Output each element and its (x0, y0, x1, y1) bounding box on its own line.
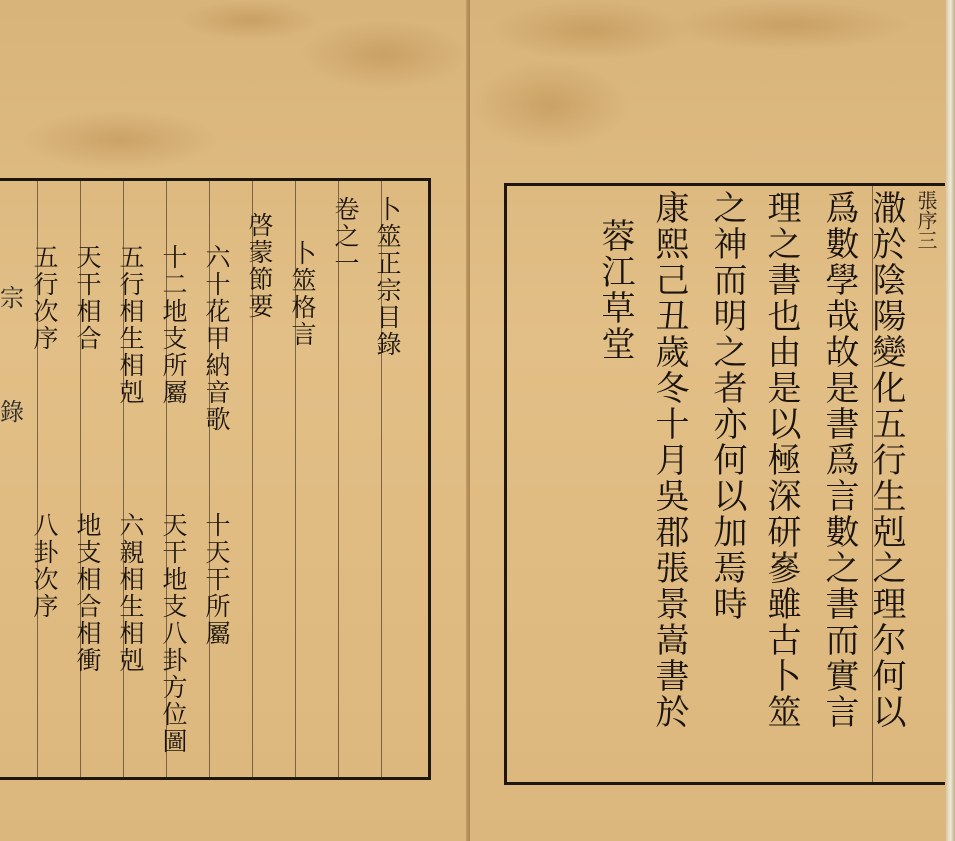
edge-fragment: 錄 (0, 398, 24, 426)
toc-entry-bottom: 六親相生相剋 (116, 512, 145, 674)
toc-volume: 卷之一 (331, 196, 360, 277)
toc-entry-top: 十二地支所屬 (159, 244, 188, 406)
toc-entry-bottom: 地支相合相衝 (73, 512, 102, 674)
text-column: 潵於陰陽變化五行生剋之理尔何以 (866, 190, 906, 730)
toc-entry-top: 五行次序 (30, 244, 59, 352)
text-column: 康熙己丑歲冬十月吳郡張景嵩書於 (649, 190, 689, 730)
text-column: 理之書也由是以極深研嵾雖古卜筮 (761, 190, 801, 730)
text-column: 蓉江草堂 (595, 218, 635, 362)
page-edge (946, 0, 955, 841)
text-column: 之神而明之者亦何以加焉時 (707, 190, 747, 622)
toc-entry-top: 六十花甲納音歌 (202, 244, 231, 433)
text-column: 爲數學哉故是書爲言數之書而實言 (819, 190, 859, 730)
toc-subsection: 啓蒙節要 (245, 212, 274, 320)
toc-entry-bottom: 天干地支八卦方位圖 (159, 512, 188, 755)
toc-section-title: 卜筮格言 (288, 240, 317, 348)
toc-entry-top: 天干相合 (73, 244, 102, 352)
toc-entry-top: 五行相生相剋 (116, 244, 145, 406)
toc-title: 卜筮正宗目錄 (373, 196, 402, 358)
page-margin-label: 張序三 (914, 190, 938, 250)
edge-fragment: 宗 (0, 284, 24, 312)
toc-entry-bottom: 十天干所屬 (202, 512, 231, 647)
left-page (0, 0, 470, 841)
toc-entry-bottom: 八卦次序 (30, 512, 59, 620)
